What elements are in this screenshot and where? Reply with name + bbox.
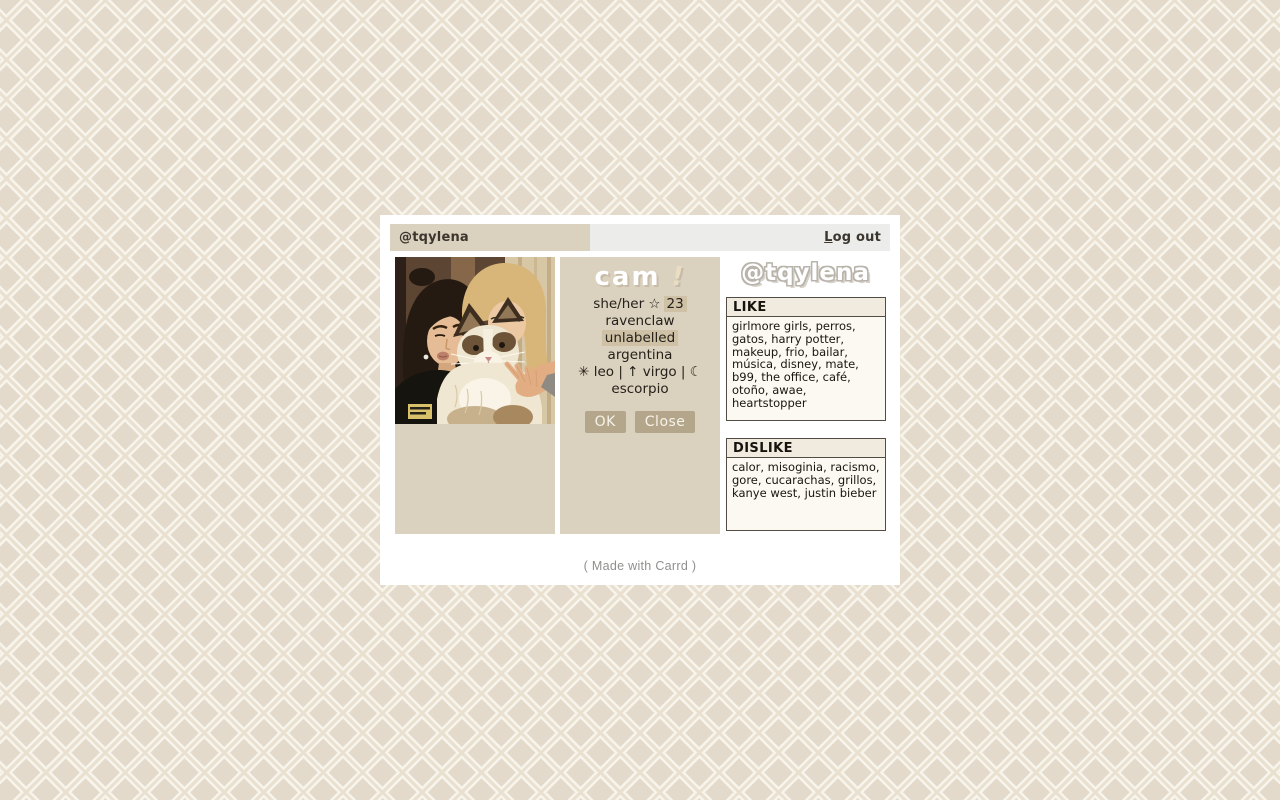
sidebar-username-title: @tqylena xyxy=(741,260,870,286)
dislike-items: calor, misoginia, racismo, gore, cucarachas, grillos, kanye west, justin bieber xyxy=(732,460,880,500)
profile-title xyxy=(560,262,720,292)
bio-line-signs-2: escorpio xyxy=(611,381,669,397)
bio-line-country: argentina xyxy=(607,347,673,363)
bio-panel xyxy=(560,257,720,534)
like-items: girlmore girls, perros, gatos, harry potter, makeup, frio, bailar, música, disney, mate, b99, the office, café, otoño, awae, heartstopper xyxy=(732,319,859,410)
bio-pronouns-text: she/her ☆ xyxy=(593,296,661,312)
lists-panel xyxy=(725,257,886,534)
carrd-credit[interactable]: ( Made with Carrd ) xyxy=(583,559,697,573)
bio-age-highlight: 23 xyxy=(664,296,687,312)
profile-title-text: cam xyxy=(594,262,661,292)
bio-line-pronouns xyxy=(560,296,720,313)
topbar-username-label: @tqylena xyxy=(399,230,469,245)
dislike-box xyxy=(726,438,886,531)
logout-accelerator: L xyxy=(824,230,833,245)
logout-button[interactable] xyxy=(824,230,881,245)
photo-panel xyxy=(395,257,555,534)
bio-orientation-highlight: unlabelled xyxy=(602,330,678,346)
profile-card xyxy=(380,215,900,585)
topbar-right-segment xyxy=(590,224,890,251)
ok-button[interactable] xyxy=(585,411,626,433)
logout-label-rest: og out xyxy=(832,230,881,245)
topbar-username xyxy=(390,224,590,251)
like-header: LIKE xyxy=(727,298,885,317)
ok-button-label: OK xyxy=(594,414,616,430)
close-button[interactable] xyxy=(635,411,696,433)
bio-line-house: ravenclaw xyxy=(605,313,675,329)
close-button-label: Close xyxy=(644,414,686,430)
bio-line-orientation xyxy=(560,330,720,347)
topbar xyxy=(390,224,890,251)
dialog-button-row xyxy=(560,411,720,433)
profile-photo xyxy=(395,257,555,424)
like-box xyxy=(726,297,886,421)
dislike-header: DISLIKE xyxy=(727,439,885,458)
bio-line-signs: ✳ leo | ↑ virgo | ☾ xyxy=(578,364,702,380)
profile-title-mark: ! xyxy=(671,262,686,292)
bio-text xyxy=(560,296,720,398)
